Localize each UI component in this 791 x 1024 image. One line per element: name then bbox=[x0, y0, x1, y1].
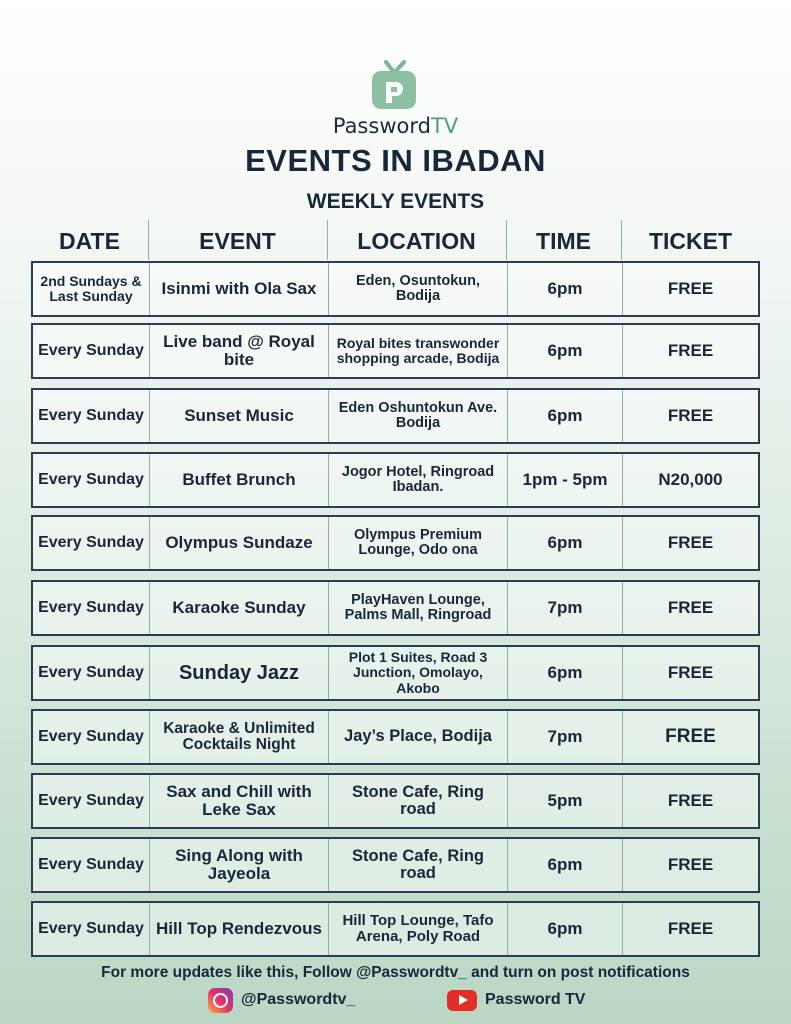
event-time: 6pm bbox=[508, 325, 623, 377]
event-ticket: FREE bbox=[667, 855, 714, 874]
youtube-link[interactable] bbox=[447, 986, 585, 1014]
event-date: Every Sunday bbox=[33, 903, 150, 955]
event-row bbox=[31, 261, 760, 317]
event-row bbox=[31, 452, 760, 508]
event-date: Every Sunday bbox=[33, 711, 150, 763]
event-location: Hill Top Lounge, Tafo Arena, Poly Road bbox=[329, 903, 508, 955]
instagram-icon bbox=[208, 988, 233, 1013]
tv-logo-icon bbox=[370, 60, 418, 114]
event-time: 6pm bbox=[508, 839, 623, 891]
event-location: Eden Oshuntokun Ave. Bodija bbox=[329, 390, 508, 442]
event-location: Eden, Osuntokun, Bodija bbox=[329, 263, 508, 315]
event-name: Live band @ Royal bite bbox=[150, 325, 329, 377]
event-date: Every Sunday bbox=[33, 775, 150, 827]
column-header-time: TIME bbox=[536, 227, 591, 254]
column-header-ticket: TICKET bbox=[648, 227, 733, 254]
column-divider bbox=[148, 220, 149, 260]
event-time: 6pm bbox=[508, 517, 623, 569]
column-divider bbox=[506, 220, 507, 260]
event-location: Plot 1 Suites, Road 3 Junction, Omolayo, Akobo bbox=[329, 647, 508, 699]
event-name: Karaoke Sunday bbox=[150, 582, 329, 634]
brand-name bbox=[0, 114, 791, 138]
event-row bbox=[31, 323, 760, 379]
event-ticket: FREE bbox=[667, 279, 714, 298]
event-ticket: FREE bbox=[667, 791, 714, 810]
event-time: 6pm bbox=[508, 903, 623, 955]
column-header-date: DATE bbox=[59, 227, 120, 254]
event-date: Every Sunday bbox=[33, 839, 150, 891]
event-date: Every Sunday bbox=[33, 582, 150, 634]
event-name: Karaoke & Unlimited Cocktails Night bbox=[150, 711, 329, 763]
instagram-handle: @Passwordtv_ bbox=[241, 991, 356, 1008]
event-ticket: FREE bbox=[667, 341, 714, 360]
event-name: Olympus Sundaze bbox=[150, 517, 329, 569]
event-location: Olympus Premium Lounge, Odo ona bbox=[329, 517, 508, 569]
section-title: WEEKLY EVENTS bbox=[306, 190, 485, 213]
event-ticket: FREE bbox=[665, 726, 716, 747]
event-name: Sunday Jazz bbox=[150, 647, 329, 699]
event-date: Every Sunday bbox=[33, 517, 150, 569]
event-ticket: FREE bbox=[667, 533, 714, 552]
column-divider bbox=[327, 220, 328, 260]
footer-note: For more updates like this, Follow @Passwordtv_ and turn on post notifications bbox=[101, 964, 690, 981]
event-row bbox=[31, 709, 760, 765]
event-row bbox=[31, 580, 760, 636]
event-row bbox=[31, 901, 760, 957]
header bbox=[0, 0, 791, 220]
event-time: 6pm bbox=[508, 263, 623, 315]
event-date: Every Sunday bbox=[33, 390, 150, 442]
column-header-event: EVENT bbox=[199, 227, 276, 254]
event-name: Sax and Chill with Leke Sax bbox=[150, 775, 329, 827]
event-ticket: N20,000 bbox=[658, 470, 723, 489]
event-date: 2nd Sundays & Last Sunday bbox=[33, 263, 150, 315]
event-time: 6pm bbox=[508, 647, 623, 699]
event-date: Every Sunday bbox=[33, 454, 150, 506]
event-time: 6pm bbox=[508, 390, 623, 442]
page-title: EVENTS IN IBADAN bbox=[245, 143, 546, 178]
event-location: Jay’s Place, Bodija bbox=[329, 711, 508, 763]
event-ticket: FREE bbox=[667, 598, 714, 617]
event-name: Sunset Music bbox=[150, 390, 329, 442]
event-row bbox=[31, 388, 760, 444]
event-ticket: FREE bbox=[667, 406, 714, 425]
event-ticket: FREE bbox=[667, 663, 714, 682]
event-location: Stone Cafe, Ring road bbox=[329, 775, 508, 827]
youtube-icon bbox=[447, 990, 477, 1011]
event-row bbox=[31, 645, 760, 701]
event-name: Buffet Brunch bbox=[150, 454, 329, 506]
event-name: Hill Top Rendezvous bbox=[150, 903, 329, 955]
column-divider bbox=[621, 220, 622, 260]
event-name: Isinmi with Ola Sax bbox=[150, 263, 329, 315]
event-time: 7pm bbox=[508, 711, 623, 763]
brand-name-accent: TV bbox=[430, 114, 459, 138]
event-location: Royal bites transwonder shopping arcade, Bodija bbox=[329, 325, 508, 377]
event-date: Every Sunday bbox=[33, 647, 150, 699]
event-time: 5pm bbox=[508, 775, 623, 827]
event-location: Stone Cafe, Ring road bbox=[329, 839, 508, 891]
instagram-link[interactable] bbox=[208, 986, 355, 1014]
event-name: Sing Along with Jayeola bbox=[150, 839, 329, 891]
event-row bbox=[31, 773, 760, 829]
event-location: Jogor Hotel, Ringroad Ibadan. bbox=[329, 454, 508, 506]
event-location: PlayHaven Lounge, Palms Mall, Ringroad bbox=[329, 582, 508, 634]
event-ticket: FREE bbox=[667, 919, 714, 938]
brand-name-main: Password bbox=[332, 114, 431, 138]
youtube-channel: Password TV bbox=[485, 991, 586, 1008]
event-time: 7pm bbox=[508, 582, 623, 634]
event-row bbox=[31, 515, 760, 571]
column-header-location: LOCATION bbox=[357, 227, 476, 254]
event-date: Every Sunday bbox=[33, 325, 150, 377]
event-time: 1pm - 5pm bbox=[508, 454, 623, 506]
event-row bbox=[31, 837, 760, 893]
